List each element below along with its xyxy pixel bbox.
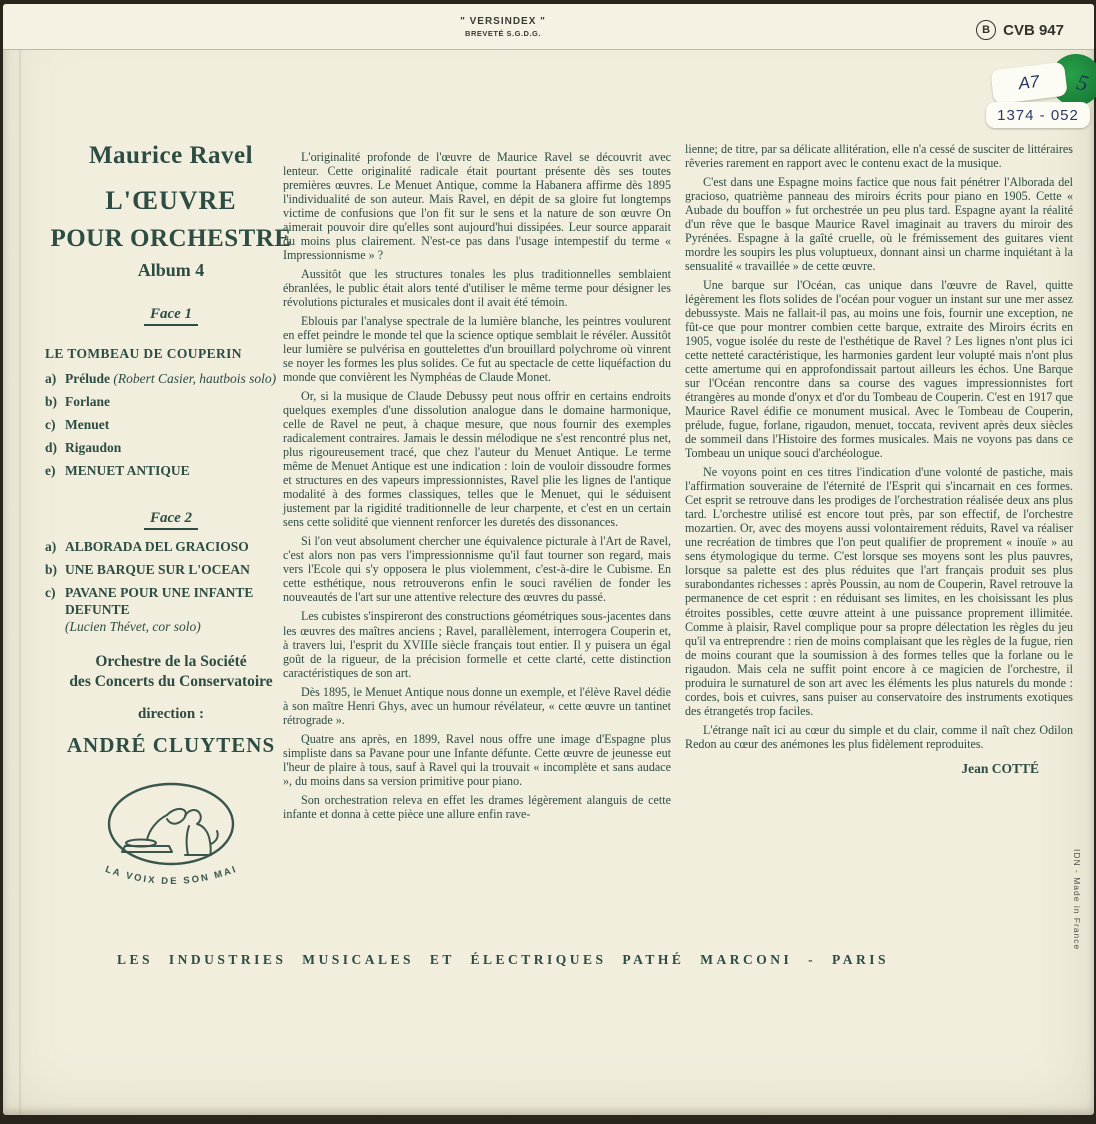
orchestra-line2: des Concerts du Conservatoire: [69, 672, 273, 690]
track-letter: b): [45, 393, 58, 409]
body-paragraph: Si l'on veut absolument chercher une équivalence picturale à l'Art de Ravel, c'est alors non pas vers l'impressionnisme qu'il faut tourner son regard, mais vers l'Ecole qui s'y opposera le plus violemment, c'est-à-dire le Cubisme. En cette esthétique, nous retrouverons enfin le souci ravélien de fonder les nouveautés de l'art sur une attentive relecture des œuvres du passé.: [283, 534, 671, 605]
track-title: ALBORADA DEL GRACIOSO: [65, 539, 249, 555]
track-title: Rigaudon: [65, 439, 122, 455]
body-paragraph: Quatre ans après, en 1899, Ravel nous offre une image d'Espagne plus simpliste dans sa Pavane pour une Infante défunte. Cette œuvre de jeunesse eut l'heur de plaire à tous, sauf à Ravel qui la trouvait « incomplète et sans audace », du moins dans sa version primitive pour piano.: [283, 731, 671, 788]
album-title-line2: POUR ORCHESTRE: [50, 225, 292, 252]
body-paragraph: Les cubistes s'inspireront des constructions géométriques sous-jacentes dans les œuvres des maîtres anciens ; Ravel, parallèlement, interrogera Couperin et, à travers lui, l'esprit du XVIIIe siècle français tout entier. Il y puisera un égal goût de la rigueur, de la précision formelle et cette clarté, cette distinction caractéristiques de son art.: [283, 609, 671, 680]
track-row: [45, 371, 297, 388]
direction-label: direction :: [138, 706, 204, 723]
body-paragraph: Ne voyons point en ces titres l'indication d'une volonté de pastiche, mais l'affirmation souveraine de l'éternité de l'Esprit qui s'incarnait en ces formes. Cet esprit se retrouve dans les prodiges de l'orchestration réalisée deux ans plus tard. L'orchestre utilisé est encore tout près, par son effectif, de l'orchestre mozartien. Or, avec des moyens aussi volontairement réduits, Ravel va réaliser une recréation de timbres que l'on peut qualifier de proprement « inouïe » au sens étymologique du terme. C'est lorsque ses moyens sont les plus pauvres, lorsque sa palette est des plus réduites que l'art français produit ses plus surabondantes richesses : après Poussin, au nom de Couperin, Ravel retrouve la permanence de cet esprit : en réduisant ses limites, en les choisissant les plus étroites possibles, cette œuvre atteint à une puissance proprement illimitée. Comme à plaisir, Ravel complique pour sa propre délectation les règles du jeu qu'il va entreprendre : rien de moins complaisant que les règles de la fugue, rien de moins courant que la soumission à des formes telles que la forlane ou le rigaudon. Mais cela ne suffit point encore à ce magicien de l'orchestre, il produira le surnaturel de son art avec les éléments les plus naturels du monde : cordes, bois et cuivres, sans puiser au conservatoire des instruments exotiques des étrangetés trop faciles.: [685, 465, 1073, 718]
liner-notes-middle-column: [283, 150, 671, 826]
body-paragraph: Eblouis par l'analyse spectrale de la lumière blanche, les peintres voulurent en effet peindre le monde tel que la science optique semblait le révéler. Aussitôt leur lumière se pulvérisa en gouttelettes d'un brouillard polychrome où vinrent se noyer les formes les plus solides. Ce fut au spectacle de cette liquéfaction du monde que convièrent les Nymphéas de Claude Monet.: [283, 314, 671, 385]
track-letter: e): [45, 462, 56, 478]
body-paragraph: Or, si la musique de Claude Debussy peut nous offrir en certains endroits quelques exemples d'une dissolution analogue dans le domaine harmonique, celle de Ravel ne peut, à chaque mesure, que nous fournir des exemples radicalement contraires. Jamais le dessin mélodique ne s'est rencontré plus net, plus rigoureusement tracé, que chez l'auteur du Menuet Antique. Le terme même de Menuet Antique est une indication : loin de vouloir dissoudre formes et structures en des vapeurs impressionnistes, Ravel plie les lignes de l'antique modalité à des formes classiques, telles que le Menuet, qui le séduisent justement par la rigidité traditionnelle de leur charpente, et c'est en un certain sens cette solidité que viennent renforcer les duretés des dissonances.: [283, 389, 671, 530]
track-title: Prélude: [65, 371, 110, 386]
album-number: Album 4: [137, 260, 205, 280]
track-letter: b): [45, 562, 58, 578]
face1-track-list: [45, 371, 297, 479]
conductor-name: ANDRÉ CLUYTENS: [66, 733, 276, 758]
track-letter: a): [45, 371, 57, 386]
body-paragraph: L'étrange naît ici au cœur du simple et du clair, comme il naît chez Odilon Redon au cœur des anémones les plus fidèlement reproduites.: [685, 722, 1073, 751]
track-note: (Lucien Thévet, cor solo): [65, 618, 201, 634]
track-row: [45, 417, 297, 434]
body-paragraph: Son orchestration releva en effet les drames légèrement alanguis de cette infante et donna à cette pièce une allure enfin rave-: [283, 792, 671, 821]
patent-line: BREVETÉ S.G.D.G.: [465, 28, 541, 38]
circled-letter-b: B: [976, 20, 996, 40]
track-title: PAVANE POUR UNE INFANTE DEFUNTE: [65, 585, 254, 617]
artist-name: Maurice Ravel: [88, 142, 254, 169]
body-paragraph: lienne; de titre, par sa délicate allitération, elle n'a cessé de susciter de littéraires rêveries rarement en rapport avec le contenu exact de la musique.: [685, 142, 1073, 171]
track-row: [45, 562, 297, 579]
made-in-france-edge-text: IDN - Made in France: [1072, 849, 1082, 951]
catalog-number-text: CVB 947: [1003, 21, 1064, 39]
handwritten-sticker: A7: [990, 62, 1068, 105]
gramophone-dog-icon: [85, 772, 257, 900]
patent-brand: " VERSINDEX ": [460, 16, 546, 27]
track-row: [45, 440, 297, 457]
track-title: Menuet: [65, 416, 110, 432]
track-title: Forlane: [65, 393, 110, 409]
body-paragraph: Une barque sur l'Océan, cas unique dans l'œuvre de Ravel, quitte légèrement les flots solides de l'océan pour voguer un instant sur une mer assez debussyste. Mais ne fallait-il pas, au moins une fois, fournir une exception, ne fût-ce que pour montrer combien cette barque, extraite des Miroirs écrits en 1905, vogue isolée du reste de l'esthétique de Ravel ? Les lignes n'ont plus ici cette netteté caractéristique, les harmonies gardent leur volupté mais n'ont plus cette amertume qui en approfondissait partout ailleurs les échos. Une Barque sur l'Océan rencontre dans sa course des vagues impressionnistes fort étrangères au monde d'onyx et d'or du Tombeau de Couperin. C'est en 1917 que Maurice Ravel édifie ce monument musical. Avec le Tombeau de Couperin, prélude, fugue, forlane, rigaudon, menuet, toccata, revivent après deux siècles de sommeil dans l'Histoire des formes musicales. Mais ne voyons pas dans ce Tombeau un unique souci d'archéologue.: [685, 278, 1073, 461]
track-row: [45, 539, 297, 556]
catalog-number: [976, 20, 1064, 40]
author-signature: Jean COTTÉ: [961, 760, 1039, 776]
body-paragraph: L'originalité profonde de l'œuvre de Maurice Ravel se découvrit avec lenteur. Cette originalité radicale était pourtant présente dès ses toutes premières œuvres. Le Menuet Antique, comme la Habanera affirme dès 1895 l'individualité de son auteur. Mais Ravel, en dépit de sa gloire fut longtemps victime de confusions que l'on fit sur le sens et la nature de son œuvre On aimerait pouvoir dire qu'elles sont aujourd'hui dissipées. Leur source apparait du moins plus clairement. N'est-ce pas dans l'usage intempestif du terme « Impressionnisme » ?: [283, 150, 671, 263]
la-voix-de-son-maitre-logo: [45, 772, 297, 905]
album-title-line1: L'ŒUVRE: [105, 186, 237, 215]
track-letter: c): [45, 416, 56, 432]
svg-text:LA VOIX DE SON MAITRE: [85, 772, 239, 887]
body-paragraph: Aussitôt que les structures tonales les plus traditionnelles semblaient ébranlées, le public était alors tenté d'utiliser le même terme pour désigner les révolutions picturales et musicales dont il avait été témoin.: [283, 267, 671, 310]
publisher-line: LES INDUSTRIES MUSICALES ET ÉLECTRIQUES PATHÉ MARCONI - PARIS: [116, 952, 890, 967]
sleeve-paper: [3, 4, 1094, 1115]
track-letter: a): [45, 539, 57, 555]
orchestra-name: [45, 652, 297, 692]
track-note: (Robert Casier, hautbois solo): [113, 371, 277, 386]
patent-notice: [3, 16, 1003, 38]
inventory-sticker: 1374 - 052: [986, 102, 1090, 128]
left-column: [45, 142, 297, 905]
track-title: MENUET ANTIQUE: [65, 462, 190, 478]
track-row: [45, 463, 297, 480]
track-title: UNE BARQUE SUR L'OCEAN: [65, 562, 250, 578]
body-paragraph: Dès 1895, le Menuet Antique nous donne un exemple, et l'élève Ravel dédie à son maître Henri Ghys, avec un humour révélateur, « cette œuvre un tantinet rétrograde ».: [283, 684, 671, 727]
track-row: [45, 394, 297, 411]
body-paragraph: C'est dans une Espagne moins factice que nous fait pénétrer l'Alborada del gracioso, quatrième panneau des miroirs écrits pour piano en 1905. Cette « Aubade du bouffon » fut orchestrée un peu plus tard. Espagne ayant la réalité d'un rêve que le basque Maurice Ravel imaginait au travers du miroir des Pyrénées. Espagne à la gaîté cruelle, où le frémissement des guitares vient mordre les soupirs les plus voluptueux, donnant ainsi un charme inquiétant à la sensualité « travaillée » de cette œuvre.: [685, 175, 1073, 274]
logo-motto-text: LA VOIX DE SON MAI: [103, 863, 240, 888]
face1-work-title: LE TOMBEAU DE COUPERIN: [45, 346, 242, 361]
track-letter: d): [45, 439, 58, 455]
face1-label: Face 1: [144, 306, 198, 326]
liner-notes-right-column: [685, 142, 1073, 776]
pen-scribble: 5: [1074, 69, 1091, 96]
track-row: [45, 585, 297, 636]
orchestra-line1: Orchestre de la Société: [95, 652, 247, 670]
face2-track-list: [45, 539, 297, 635]
track-letter: c): [45, 585, 56, 601]
face2-label: Face 2: [144, 510, 198, 530]
